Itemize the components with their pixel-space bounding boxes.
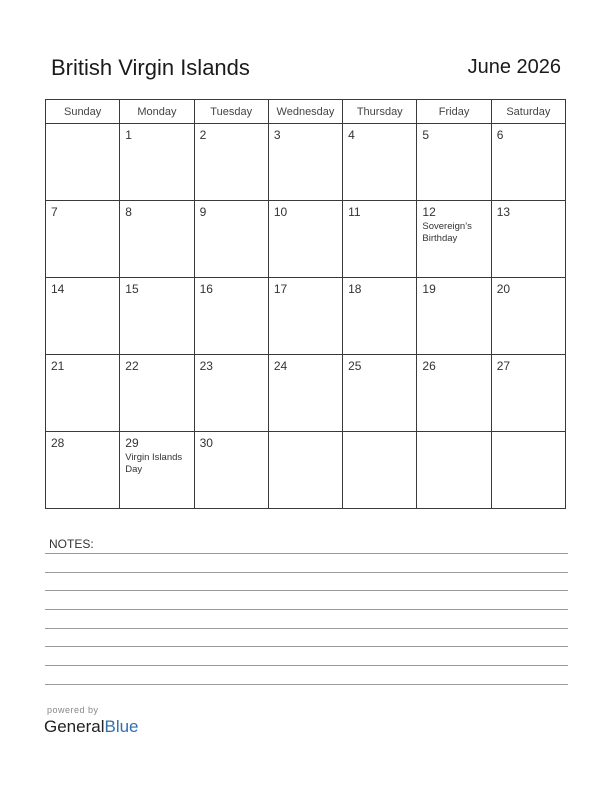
day-number: 13 (496, 205, 511, 219)
notes-line (45, 628, 568, 629)
powered-by-text: powered by (47, 705, 99, 715)
day-number: 19 (422, 282, 436, 296)
day-cell (343, 432, 417, 509)
day-cell (491, 355, 565, 432)
day-cell (120, 355, 194, 432)
day-cell (46, 432, 120, 509)
notes-line (45, 590, 568, 591)
day-cell (194, 432, 268, 509)
day-cell (194, 278, 268, 355)
day-cell (46, 278, 120, 355)
weekday-header: Tuesday (194, 100, 268, 124)
week-row (46, 201, 566, 278)
day-number: 20 (496, 282, 511, 296)
notes-line (45, 553, 568, 554)
day-number: 24 (273, 359, 288, 373)
week-row (46, 355, 566, 432)
day-number: 26 (422, 359, 436, 373)
day-number: 8 (125, 205, 132, 219)
week-row (46, 124, 566, 201)
weekday-header: Monday (120, 100, 194, 124)
day-cell (417, 355, 491, 432)
day-number: 25 (348, 359, 362, 373)
day-number: 6 (496, 128, 504, 142)
day-cell (46, 355, 120, 432)
holiday-label: Virgin Islands Day (125, 452, 183, 475)
day-number: 5 (422, 128, 430, 142)
day-cell (268, 355, 342, 432)
page-title: British Virgin Islands (51, 55, 250, 80)
day-number: 7 (51, 205, 58, 219)
day-cell (194, 355, 268, 432)
day-cell (194, 124, 268, 201)
day-number: 29 (125, 436, 139, 450)
notes-line (45, 665, 568, 666)
notes-line (45, 572, 568, 573)
day-cell (268, 124, 342, 201)
day-number: 4 (348, 128, 355, 142)
day-number: 17 (273, 282, 288, 296)
day-cell-holiday (120, 432, 194, 509)
day-cell (46, 124, 120, 201)
week-row (46, 432, 566, 509)
day-cell (417, 124, 491, 201)
day-number: 11 (348, 205, 361, 219)
day-number: 10 (273, 205, 288, 219)
brand-logo-general: General (44, 717, 105, 736)
week-row (46, 278, 566, 355)
day-number: 28 (51, 436, 65, 450)
day-number: 14 (51, 282, 65, 296)
month-year-title: June 2026 (467, 56, 561, 78)
day-number: 15 (125, 282, 139, 296)
notes-label: NOTES: (49, 537, 94, 551)
day-cell (491, 278, 565, 355)
day-cell (343, 124, 417, 201)
day-cell (491, 124, 565, 201)
day-number: 27 (496, 359, 511, 373)
day-number: 30 (199, 436, 213, 450)
day-cell (417, 432, 491, 509)
day-cell (343, 201, 417, 278)
day-cell (268, 201, 342, 278)
brand-logo (44, 717, 139, 737)
calendar-grid (45, 99, 566, 509)
weekday-header-row (46, 100, 566, 124)
notes-line (45, 684, 568, 685)
day-number: 21 (51, 359, 65, 373)
day-cell (46, 201, 120, 278)
notes-line (45, 646, 568, 647)
day-number: 9 (199, 205, 207, 219)
day-number: 3 (273, 128, 281, 142)
day-cell (120, 278, 194, 355)
day-cell (343, 355, 417, 432)
day-number: 23 (199, 359, 213, 373)
day-number: 16 (199, 282, 213, 296)
day-cell (194, 201, 268, 278)
weekday-header: Thursday (343, 100, 417, 124)
holiday-label: Sovereign’s Birthday (422, 221, 472, 244)
day-cell (268, 432, 342, 509)
day-cell (491, 201, 565, 278)
day-number: 1 (125, 128, 132, 142)
brand-logo-blue: Blue (104, 717, 139, 736)
day-cell (417, 278, 491, 355)
weekday-header: Wednesday (268, 100, 342, 124)
notes-line (45, 609, 568, 610)
day-number: 22 (125, 359, 139, 373)
weekday-header: Sunday (46, 100, 120, 124)
weekday-header: Saturday (491, 100, 565, 124)
day-cell (120, 201, 194, 278)
day-cell-holiday (417, 201, 491, 278)
weekday-header: Friday (417, 100, 491, 124)
day-cell (120, 124, 194, 201)
day-cell (491, 432, 565, 509)
day-number: 12 (422, 205, 436, 219)
day-cell (268, 278, 342, 355)
day-number: 18 (348, 282, 362, 296)
day-number: 2 (199, 128, 207, 142)
day-cell (343, 278, 417, 355)
